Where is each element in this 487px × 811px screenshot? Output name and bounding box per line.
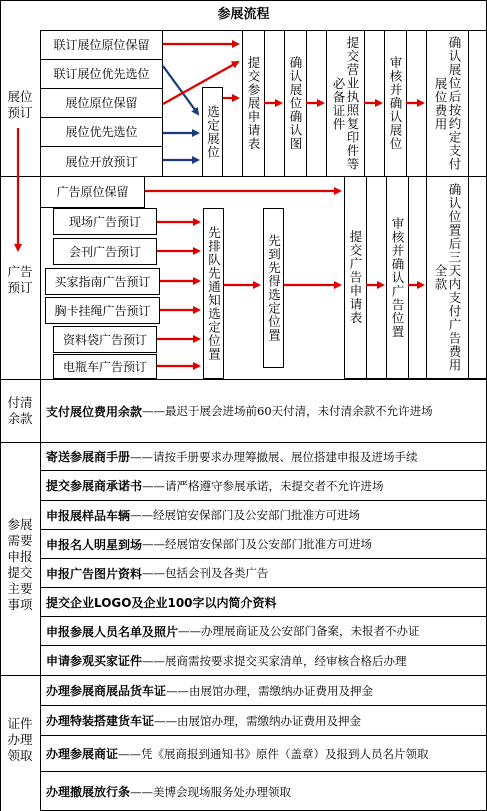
ad-item: 广告原位保留 bbox=[40, 176, 145, 208]
booth-item: 展位开放预订 bbox=[65, 154, 138, 169]
ad-item: 胸卡挂绳广告预订 bbox=[45, 297, 160, 324]
booth-step: 提交参展申请表 bbox=[246, 56, 261, 151]
diagram-title: 参展流程 bbox=[0, 0, 487, 31]
cert-desc: ——美博会现场服务处办理领取 bbox=[130, 784, 292, 799]
booth-item: 展位原位保留 bbox=[40, 89, 163, 118]
ad-step: 提交广告申请表 bbox=[348, 230, 363, 325]
cert-label: 办理特装搭建货车证 bbox=[46, 714, 155, 728]
report-label: 提交参展商承诺书 bbox=[46, 479, 143, 493]
ad-item: 资料袋广告预订 bbox=[53, 326, 157, 353]
report-desc: ——包括会刊及各类广告 bbox=[142, 566, 269, 580]
report-desc: ——请按手册要求办理筹撤展、展位搭建申报及进场手续 bbox=[130, 449, 418, 464]
booth-step: 提交营业执照复印件等必备证件 bbox=[331, 36, 360, 171]
cert-desc: ——凭《展商报到通知书》原件（盖章）及报到人员名片领取 bbox=[118, 746, 429, 761]
booth-step: 确认展位后按约定支付展位费用 bbox=[433, 36, 462, 171]
cert-label: 办理参展商展品货车证 bbox=[46, 684, 167, 698]
report-desc: ——请严格遵守参展承诺，未提交者不允许进场 bbox=[142, 478, 384, 493]
report-label: 申报参展人员名单及照片 bbox=[46, 624, 179, 639]
pay-desc: ——最迟于展会进场前60天付清，未付清余款不允许进场 bbox=[142, 404, 433, 418]
ad-queue-box: 先排队先通知选定位置 bbox=[203, 208, 224, 379]
report-desc: ——办理展商证及公安部门备案，未报者不办证 bbox=[178, 624, 420, 638]
cert-label: 办理参展商证 bbox=[46, 747, 119, 761]
ad-item: 现场广告预订 bbox=[53, 208, 157, 235]
cert-desc: ——由展馆办理，需缴纳办证费用及押金 bbox=[154, 713, 362, 728]
report-label: 寄送参展商手册 bbox=[46, 450, 131, 464]
ad-first-come-box: 先到先得选定位置 bbox=[263, 208, 284, 368]
ad-item: 买家指南广告预订 bbox=[45, 268, 160, 295]
pay-label: 支付展位费用余款 bbox=[46, 404, 143, 419]
section-label-report: 参展需要申报提交主要事项 bbox=[7, 517, 33, 612]
section-label-pay: 付清余款 bbox=[7, 395, 33, 426]
booth-item: 联订展位优先选位 bbox=[40, 60, 163, 89]
booth-item: 展位优先选位 bbox=[40, 118, 163, 147]
report-label: 申请参观买家证件 bbox=[46, 654, 143, 668]
report-desc: ——展商需按要求提交买家清单，经审核合格后办理 bbox=[142, 653, 407, 668]
ad-step: 审核并确认广告位置 bbox=[390, 216, 405, 339]
booth-step: 审核并确认展位 bbox=[388, 56, 403, 151]
report-label: 申报广告图片资料 bbox=[46, 566, 143, 581]
arrow-booth-1 bbox=[163, 66, 198, 114]
report-label: 提交企业LOGO及企业100字以内简介资料 bbox=[46, 595, 277, 610]
ad-item: 会刊广告预订 bbox=[53, 238, 157, 265]
report-label: 申报展样品车辆 bbox=[46, 508, 131, 523]
report-label: 申报名人明星到场 bbox=[46, 537, 143, 552]
booth-select-box: 选定展位 bbox=[202, 87, 223, 177]
report-desc: ——经展馆安保部门及公安部门批准方可进场 bbox=[130, 508, 361, 522]
booth-item: 联订展位原位保留 bbox=[40, 31, 163, 60]
booth-step: 确认展位确认图 bbox=[288, 56, 303, 151]
report-desc: ——经展馆安保部门及公安部门批准方可进场 bbox=[142, 537, 373, 551]
cert-label: 办理撤展放行条 bbox=[46, 785, 131, 799]
section-label-ad: 广告预订 bbox=[7, 264, 33, 295]
section-label-cert: 证件办理领取 bbox=[7, 716, 33, 763]
section-label-booth: 展位预订 bbox=[7, 89, 33, 120]
ad-step: 确认位置后三天内支付广告费用全款 bbox=[433, 183, 462, 372]
ad-item: 电瓶车广告预订 bbox=[53, 354, 157, 379]
cert-desc: ——由展馆办理，需缴纳办证费用及押金 bbox=[166, 683, 374, 698]
